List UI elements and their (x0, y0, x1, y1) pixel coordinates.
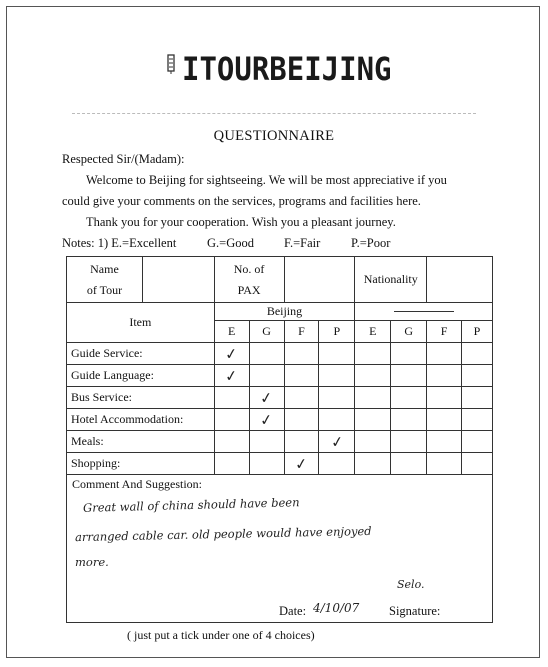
rating-cell[interactable] (249, 453, 284, 475)
rating-cell[interactable] (249, 365, 284, 387)
rating-cell[interactable] (249, 409, 284, 431)
rating-cell[interactable] (355, 365, 391, 387)
no-of-pax-label: No. of PAX (214, 257, 284, 303)
intro-line-1: Welcome to Beijing for sightseeing. We will be most appreciative if you (86, 173, 447, 187)
rating-cell[interactable] (391, 431, 427, 453)
item-header: Item (67, 303, 215, 343)
rating-cell[interactable] (355, 431, 391, 453)
rating-cell[interactable] (319, 343, 355, 365)
rating-cell[interactable] (284, 431, 319, 453)
logo-mark-icon (166, 54, 176, 74)
rating-cell[interactable] (319, 365, 355, 387)
nationality-label: Nationality (355, 257, 427, 303)
rating-cell[interactable] (427, 453, 462, 475)
comment-box[interactable] (66, 473, 493, 623)
checkmark-icon: ✓ (224, 343, 240, 364)
comment-label: Comment And Suggestion: (72, 477, 203, 491)
date-label: Date: (279, 604, 307, 618)
thanks-line: Thank you for your cooperation. Wish you a pleasant journey. (86, 215, 396, 229)
table-row (67, 409, 493, 431)
rating-cell[interactable] (319, 409, 355, 431)
rating-cell[interactable] (214, 387, 249, 409)
rating-cell[interactable] (214, 409, 249, 431)
questionnaire-table (66, 256, 493, 475)
checkmark-icon: ✓ (259, 409, 275, 430)
table-row (67, 365, 493, 387)
rating-cell[interactable] (427, 365, 462, 387)
checkmark-icon: ✓ (329, 431, 345, 452)
nationality-value[interactable] (427, 257, 493, 303)
table-row (67, 453, 493, 475)
footer-instruction: ( just put a tick under one of 4 choices) (127, 628, 315, 642)
rating-cell[interactable] (391, 365, 427, 387)
city-beijing-header: Beijing (214, 303, 355, 321)
grade-header-g-2: G (391, 321, 427, 343)
divider (72, 113, 476, 114)
rating-cell[interactable] (391, 409, 427, 431)
row-label: Shopping: (67, 453, 215, 475)
rating-cell[interactable] (319, 387, 355, 409)
checkmark-icon: ✓ (259, 387, 275, 408)
rating-cell[interactable] (355, 453, 391, 475)
row-label: Guide Language: (67, 365, 215, 387)
date-value: 4/10/07 (313, 601, 360, 615)
grade-header-p-2: P (462, 321, 493, 343)
name-of-tour-label: Name of Tour (67, 257, 143, 303)
greeting: Respected Sir/(Madam): (62, 152, 185, 166)
checkmark-icon: ✓ (293, 453, 309, 474)
rating-cell[interactable] (462, 453, 493, 475)
table-row (67, 343, 493, 365)
page-title: QUESTIONNAIRE (213, 128, 335, 144)
rating-cell[interactable] (284, 453, 319, 475)
rating-cell[interactable] (284, 387, 319, 409)
rating-cell[interactable] (462, 365, 493, 387)
rating-cell[interactable] (427, 431, 462, 453)
rating-cell[interactable] (427, 343, 462, 365)
rating-cell[interactable] (249, 387, 284, 409)
row-label: Meals: (67, 431, 215, 453)
comment-line-2: arranged cable car. old people would have enjoyed (74, 523, 372, 545)
row-label: Guide Service: (67, 343, 215, 365)
rating-cell[interactable] (214, 365, 249, 387)
signature-label: Signature: (389, 604, 441, 618)
rating-cell[interactable] (249, 431, 284, 453)
table-row (67, 431, 493, 453)
rating-cell[interactable] (355, 387, 391, 409)
signature-mark: Selo. (397, 578, 425, 591)
rating-cell[interactable] (284, 365, 319, 387)
grade-header-e: E (214, 321, 249, 343)
grade-header-f: F (284, 321, 319, 343)
notes-poor: P.=Poor (351, 236, 391, 250)
rating-cell[interactable] (427, 409, 462, 431)
rating-cell[interactable] (462, 431, 493, 453)
grade-header-f-2: F (427, 321, 462, 343)
city-2-header[interactable] (355, 303, 493, 321)
grade-header-p: P (319, 321, 355, 343)
rating-cell[interactable] (249, 343, 284, 365)
blank-city-line (394, 311, 454, 312)
rating-cell[interactable] (214, 453, 249, 475)
rating-cell[interactable] (319, 453, 355, 475)
grade-header-g: G (249, 321, 284, 343)
rating-cell[interactable] (355, 343, 391, 365)
rating-cell[interactable] (427, 387, 462, 409)
rating-rows (67, 343, 493, 475)
rating-cell[interactable] (284, 343, 319, 365)
notes-fair: F.=Fair (284, 236, 321, 250)
checkmark-icon: ✓ (224, 365, 240, 386)
row-label: Hotel Accommodation: (67, 409, 215, 431)
rating-cell[interactable] (391, 453, 427, 475)
notes-excellent: Notes: 1) E.=Excellent (62, 236, 177, 250)
no-of-pax-value[interactable] (284, 257, 355, 303)
notes-good: G.=Good (207, 236, 254, 250)
grade-header-e-2: E (355, 321, 391, 343)
logo (166, 52, 392, 86)
logo-text: ITOURBEIJING (182, 50, 392, 88)
intro-line-2: could give your comments on the services, programs and facilities here. (62, 194, 421, 208)
rating-cell[interactable] (462, 387, 493, 409)
rating-cell[interactable] (391, 343, 427, 365)
rating-cell[interactable] (462, 343, 493, 365)
rating-cell[interactable] (355, 409, 391, 431)
row-label: Bus Service: (67, 387, 215, 409)
name-of-tour-value[interactable] (142, 257, 214, 303)
rating-cell[interactable] (284, 409, 319, 431)
rating-cell[interactable] (214, 343, 249, 365)
rating-cell[interactable] (391, 387, 427, 409)
comment-line-1: Great wall of china should have been (82, 495, 300, 515)
rating-cell[interactable] (319, 431, 355, 453)
comment-line-3: more. (75, 555, 109, 569)
table-row (67, 387, 493, 409)
rating-cell[interactable] (214, 431, 249, 453)
rating-cell[interactable] (462, 409, 493, 431)
